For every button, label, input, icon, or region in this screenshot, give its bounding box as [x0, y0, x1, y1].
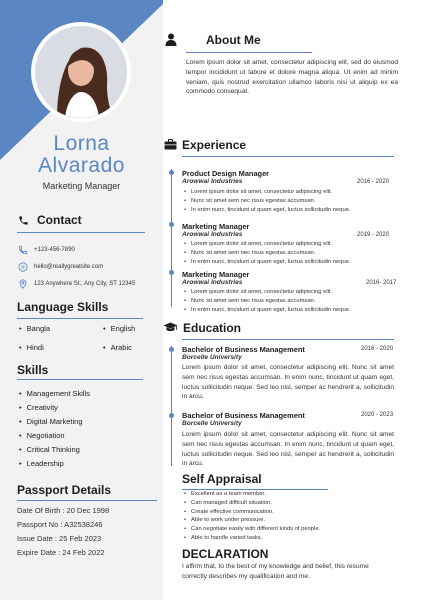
job-bullet: • Nunc sit amet sem nec risus egestas accumsan. [184, 198, 315, 204]
job-title: Marketing Manager [182, 222, 250, 231]
avatar [35, 26, 127, 118]
declaration-text: I affirm that, to the best of my knowledge and belief, this resume correctly describes my qualification and me. [182, 563, 369, 580]
job-bullet: • Nunc sit amet sem nec risus egestas accumsan. [184, 298, 315, 304]
education-heading: Education [183, 321, 242, 335]
job-company: Arowwai Industries [182, 279, 243, 286]
skills-divider [17, 379, 143, 380]
language-item: • Arabic [103, 343, 132, 352]
email-icon [18, 262, 28, 272]
phone-icon [18, 245, 28, 255]
skill-item: • Leadership [19, 459, 64, 468]
job-date: 2016- 2017 [366, 280, 397, 286]
skill-item: • Critical Thinking [19, 445, 80, 454]
degree-school: Borcelle University [182, 354, 242, 361]
contact-email[interactable]: hello@reallygreatsite.com [34, 264, 104, 270]
language-heading: Language Skills [17, 300, 109, 314]
contact-heading: Contact [37, 213, 82, 227]
job-bullet: • Lorem ipsum dolor sit amet, consectetur adipiscing elit. [184, 189, 332, 195]
passport-heading: Passport Details [17, 483, 112, 497]
passport-dob: Date Of Birth : 20 Dec 1998 [17, 506, 110, 515]
timeline-dot [169, 413, 174, 418]
job-bullet: • Lorem ipsum dolor sit amet, consectetur adipiscing elit. [184, 289, 332, 295]
language-divider [17, 318, 143, 319]
skill-item: • Digital Marketing [19, 417, 83, 426]
skill-item: • Negotiation [19, 431, 65, 440]
avatar-portrait-icon [35, 26, 127, 118]
appraisal-item: • Can managed difficult situation. [184, 500, 272, 506]
experience-timeline [171, 169, 172, 307]
person-icon [165, 33, 177, 46]
name-last: Alvarado [38, 154, 125, 177]
degree-date: 2016 - 2020 [361, 346, 394, 352]
job-company: Arowwai Industries [182, 178, 243, 185]
passport-number: Passport No : A32538246 [17, 520, 103, 529]
appraisal-divider [182, 489, 328, 490]
job-bullet: • In enim nunc, tincidunt ut quam eget, luctus sollicitudin neque. [184, 259, 351, 265]
timeline-dot [169, 222, 174, 227]
appraisal-item: • Excellent as a team member. [184, 491, 266, 497]
about-divider [186, 52, 312, 53]
about-heading: About Me [206, 33, 261, 47]
svg-text:@: @ [20, 264, 26, 270]
name-first: Lorna [53, 132, 110, 155]
degree-school: Borcelle University [182, 420, 242, 427]
job-date: 2019 - 2020 [357, 232, 390, 238]
phone-icon [18, 215, 29, 226]
contact-phone[interactable]: +123-456-7890 [34, 247, 75, 253]
appraisal-item: • Able to work under pressure. [184, 517, 265, 523]
graduation-cap-icon [163, 322, 178, 333]
timeline-dot [169, 270, 174, 275]
appraisal-item: • Can negotiate easily with different kinds of people. [184, 526, 320, 532]
education-timeline [171, 346, 172, 466]
briefcase-icon [164, 139, 177, 150]
experience-divider [182, 156, 394, 157]
experience-heading: Experience [182, 138, 247, 152]
degree-title: Bachelor of Business Management [182, 345, 305, 354]
contact-divider [17, 232, 145, 233]
skill-item: • Management Skills [19, 389, 90, 398]
language-item: • English [103, 324, 135, 333]
passport-issue-date: Issue Date : 25 Feb 2023 [17, 534, 102, 543]
location-icon [18, 279, 28, 289]
job-title: Marketing Manager [182, 270, 250, 279]
degree-date: 2020 - 2023 [361, 412, 394, 418]
appraisal-item: • Create effective communication. [184, 509, 274, 515]
appraisal-heading: Self Appraisal [182, 472, 262, 486]
contact-address: 123 Anywhere St., Any City, ST 12345 [34, 281, 136, 287]
degree-title: Bachelor of Business Management [182, 411, 305, 420]
skills-heading: Skills [17, 363, 49, 377]
passport-divider [17, 500, 157, 501]
declaration-heading: DECLARATION [182, 547, 269, 561]
about-text: Lorem ipsum dolor sit amet, consectetur adipiscing elit, sed do eiusmod tempor incididunt ut labore et dolore magna aliqua. Ut enim ad minim veniam, quis nostrud exercitation ullamco laboris nisi ut aliquip ex ea commodo consequat. [186, 59, 398, 96]
language-item: • Bangla [19, 324, 50, 333]
education-divider [182, 339, 394, 340]
appraisal-item: • Able to handle varied tasks. [184, 535, 262, 541]
job-bullet: • In enim nunc, tincidunt ut quam eget, luctus sollicitudin neque. [184, 207, 351, 213]
job-role: Marketing Manager [42, 181, 121, 191]
passport-expire-date: Expire Date : 24 Feb 2022 [17, 548, 105, 557]
degree-description: Lorem ipsum dolor sit amet, consectetur adipiscing elit. Nunc sit amet sem nec risus egestas accumsan. In enim nunc, tincidunt ut quam eget, luctus sollicitudin neque. Sed leo nisl, semper ac hendrerit a, sollicitudin in arcu. [182, 431, 394, 468]
job-bullet: • Nunc sit amet sem nec risus egestas accumsan. [184, 250, 315, 256]
timeline-dot [169, 170, 174, 175]
degree-description: Lorem ipsum dolor sit amet, consectetur adipiscing elit. Nunc sit amet sem nec risus egestas accumsan. In enim nunc, tincidunt ut quam eget, luctus sollicitudin neque. Sed leo nisl, semper ac hendrerit a, sollicitudin in arcu. [182, 364, 394, 401]
job-bullet: • Lorem ipsum dolor sit amet, consectetur adipiscing elit. [184, 241, 332, 247]
job-title: Product Design Manager [182, 169, 270, 178]
job-date: 2016 - 2020 [357, 179, 390, 185]
skill-item: • Creativity [19, 403, 58, 412]
timeline-dot [169, 347, 174, 352]
job-company: Arowwai Industries [182, 231, 243, 238]
language-item: • Hindi [19, 343, 44, 352]
job-bullet: • In enim nunc, tincidunt ut quam eget, luctus sollicitudin neque. [184, 307, 351, 313]
